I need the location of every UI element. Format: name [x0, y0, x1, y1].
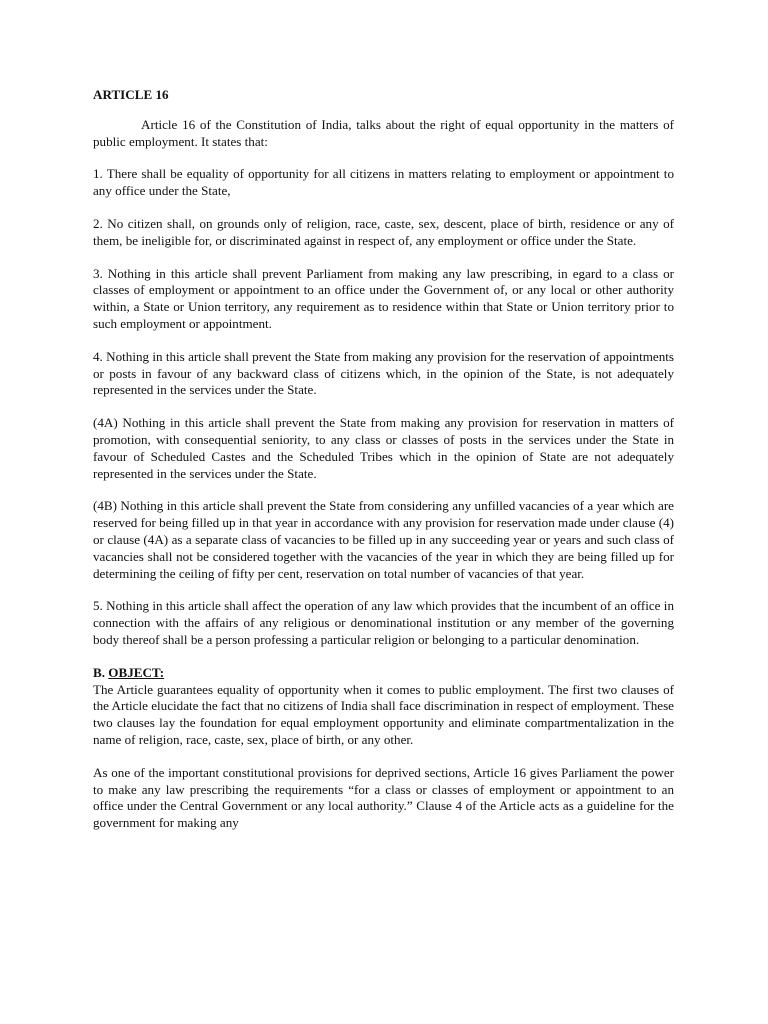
- document-page: [93, 87, 674, 832]
- object-paragraph-2: As one of the important constitutional provisions for deprived sections, Article 16 gives Parliament the power to make any law prescribing the requirements “for a class or classes of employment or appointment to an office under the Central Government or any local authority.” Clause 4 of the Article acts as a guideline for the government for making any: [93, 764, 674, 831]
- clause-5: 5. Nothing in this article shall affect the operation of any law which provides that the incumbent of an office in connection with the affairs of any religious or denominational institution or any member of the governing body thereof shall be a person professing a particular religion or belonging to a particular denomination.: [93, 598, 674, 647]
- clause-2: 2. No citizen shall, on grounds only of religion, race, caste, sex, descent, place of birth, residence or any of them, be ineligible for, or discriminated against in respect of, any employment or office under the State.: [93, 215, 674, 248]
- clause-1: 1. There shall be equality of opportunity for all citizens in matters relating to employment or appointment to any office under the State,: [93, 166, 674, 199]
- clause-3: 3. Nothing in this article shall prevent Parliament from making any law prescribing, in egard to a class or classes of employment or appointment to an office under the Government of, or any local or other authority within, a State or Union territory, any requirement as to residence within that State or Union territory prior to such employment or appointment.: [93, 265, 674, 331]
- section-b-prefix: B.: [93, 664, 109, 680]
- section-b-title: [93, 665, 674, 682]
- clause-4a: (4A) Nothing in this article shall prevent the State from making any provision for reservation in matters of promotion, with consequential seniority, to any class or classes of posts in the services under the State in favour of Scheduled Castes and the Scheduled Tribes which in the opinion of State are not adequately represented in the services under the State.: [93, 415, 674, 481]
- object-paragraph-1: The Article guarantees equality of opportunity when it comes to public employment. The first two clauses of the Article elucidate the fact that no citizens of India shall face discrimination in respect of employment. These two clauses lay the foundation for equal employment opportunity and eliminate compartmentalization in the name of religion, race, caste, sex, place of birth, or any other.: [93, 681, 674, 747]
- clause-4: 4. Nothing in this article shall prevent the State from making any provision for the reservation of appointments or posts in favour of any backward class of citizens which, in the opinion of the State, is not adequately represented in the services under the State.: [93, 348, 674, 398]
- intro-paragraph: Article 16 of the Constitution of India, talks about the right of equal opportunity in the matters of public employment. It states that:: [93, 116, 674, 149]
- article-heading: ARTICLE 16: [93, 87, 169, 102]
- section-b-title-text: OBJECT:: [108, 664, 165, 680]
- clause-4b: (4B) Nothing in this article shall prevent the State from considering any unfilled vacancies of a year which are reserved for being filled up in that year in accordance with any provision for reservation made under clause (4) or clause (4A) as a separate class of vacancies to be filled up in any succeeding year or years and such class of vacancies shall not be considered together with the vacancies of the year in which they are being filled up for determining the ceiling of fifty per cent, reservation on total number of vacancies of that year.: [93, 498, 674, 581]
